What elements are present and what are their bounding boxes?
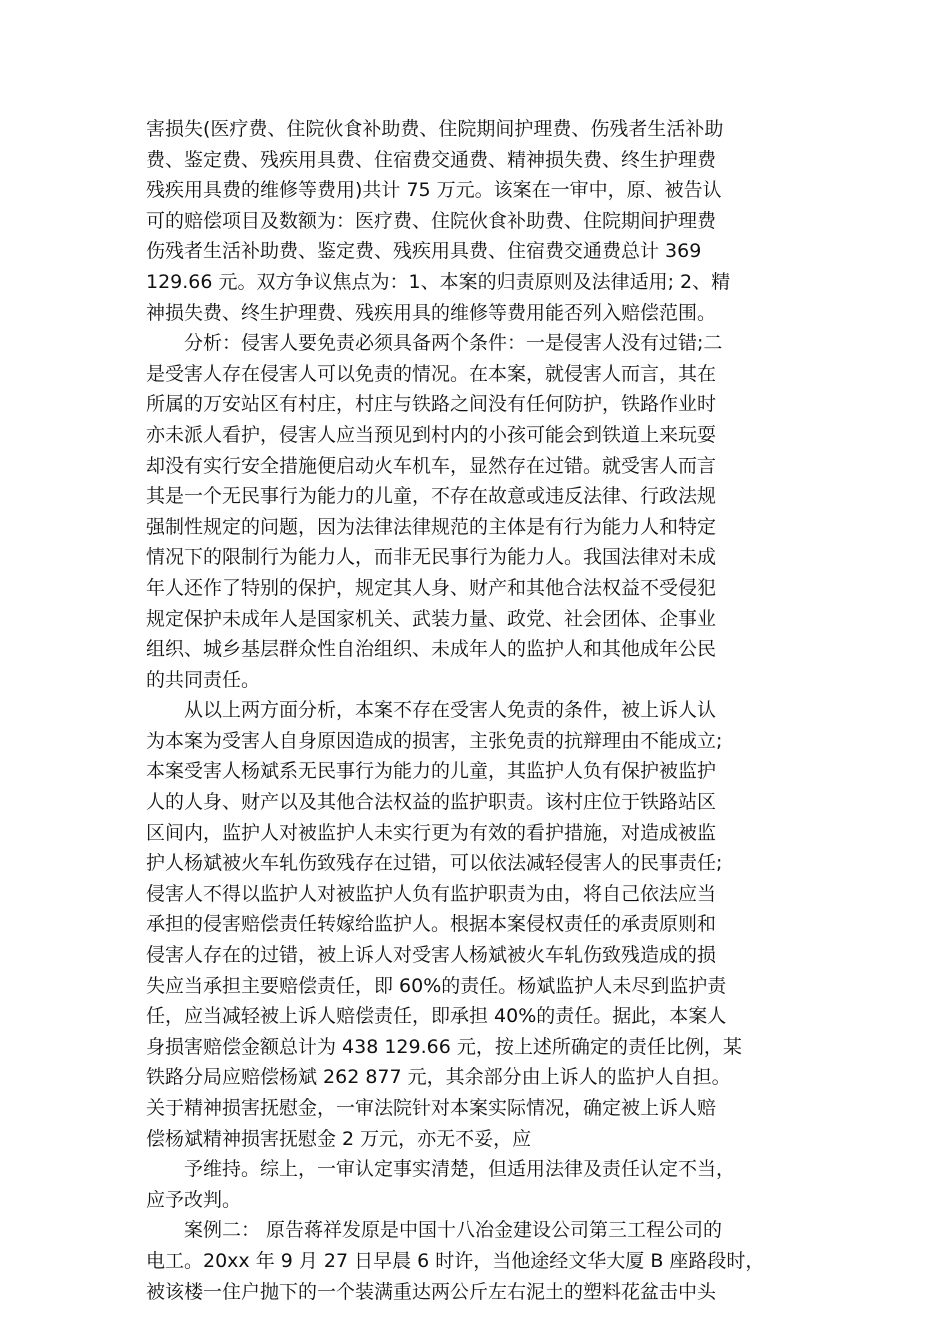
text-line: 神损失费、终生护理费、残疾用具的维修等费用能否列入赔偿范围。 — [146, 301, 717, 324]
text-line: 区间内，监护人对被监护人未实行更为有效的看护措施，对造成被监 — [146, 821, 717, 844]
text-line: 亦未派人看护，侵害人应当预见到村内的小孩可能会到铁道上来玩耍 — [146, 423, 717, 446]
text-line: 应予改判。 — [146, 1188, 242, 1211]
paragraph-start-line: 案例二： 原告蒋祥发原是中国十八冶金建设公司第三工程公司的 — [184, 1219, 723, 1242]
text-line: 残疾用具费的维修等费用)共计 75 万元。该案在一审中，原、被告认 — [146, 179, 722, 202]
document-body — [146, 114, 806, 1307]
text-line: 为本案为受害人自身原因造成的损害，主张免责的抗辩理由不能成立; — [146, 729, 723, 752]
text-line: 费、鉴定费、残疾用具费、住宿费交通费、精神损失费、终生护理费 — [146, 148, 717, 171]
text-line: 侵害人存在的过错，被上诉人对受害人杨斌被火车轧伤致残造成的损 — [146, 944, 717, 967]
paragraph-start-line: 予维持。综上，一审认定事实清楚，但适用法律及责任认定不当， — [184, 1158, 736, 1181]
text-line: 组织、城乡基层群众性自治组织、未成年人的监护人和其他成年公民 — [146, 638, 717, 661]
text-line: 情况下的限制行为能力人，而非无民事行为能力人。我国法律对未成 — [146, 546, 717, 569]
text-line: 规定保护未成年人是国家机关、武装力量、政党、社会团体、企事业 — [146, 607, 717, 630]
text-line: 可的赔偿项目及数额为：医疗费、住院伙食补助费、住院期间护理费 — [146, 209, 717, 232]
text-line: 偿杨斌精神损害抚慰金 2 万元，亦无不妥，应 — [146, 1127, 532, 1150]
text-line: 年人还作了特别的保护，规定其人身、财产和其他合法权益不受侵犯 — [146, 576, 717, 599]
text-line: 护人杨斌被火车轧伤致残存在过错，可以依法减轻侵害人的民事责任; — [146, 852, 723, 875]
paragraph-start-line: 从以上两方面分析，本案不存在受害人免责的条件，被上诉人认 — [184, 699, 717, 722]
text-line: 侵害人不得以监护人对被监护人负有监护职责为由，将自己依法应当 — [146, 882, 717, 905]
text-line: 其是一个无民事行为能力的儿童，不存在故意或违反法律、行政法规 — [146, 485, 717, 508]
text-line: 却没有实行安全措施便启动火车机车，显然存在过错。就受害人而言 — [146, 454, 717, 477]
text-line: 的共同责任。 — [146, 668, 261, 691]
text-line: 人的人身、财产以及其他合法权益的监护职责。该村庄位于铁路站区 — [146, 791, 717, 814]
text-line: 害损失(医疗费、住院伙食补助费、住院期间护理费、伤残者生活补助 — [146, 118, 724, 140]
text-line: 任，应当减轻被上诉人赔偿责任，即承担 40%的责任。据此，本案人 — [146, 1005, 727, 1028]
text-line: 伤残者生活补助费、鉴定费、残疾用具费、住宿费交通费总计 369 — [146, 240, 702, 263]
text-line: 铁路分局应赔偿杨斌 262 877 元，其余部分由上诉人的监护人自担。 — [146, 1066, 731, 1089]
text-line: 所属的万安站区有村庄，村庄与铁路之间没有任何防护，铁路作业时 — [146, 393, 717, 416]
text-line: 身损害赔偿金额总计为 438 129.66 元，按上述所确定的责任比例，某 — [146, 1035, 742, 1058]
text-line: 强制性规定的问题，因为法律法律规范的主体是有行为能力人和特定 — [146, 515, 717, 538]
text-line: 是受害人存在侵害人可以免责的情况。在本案，就侵害人而言，其在 — [146, 362, 717, 385]
text-line: 失应当承担主要赔偿责任，即 60%的责任。杨斌监护人未尽到监护责 — [146, 974, 727, 997]
text-line: 本案受害人杨斌系无民事行为能力的儿童，其监护人负有保护被监护 — [146, 760, 717, 783]
text-line: 关于精神损害抚慰金，一审法院针对本案实际情况，确定被上诉人赔 — [146, 1097, 717, 1119]
text-line: 129.66 元。双方争议焦点为：1、本案的归责原则及法律适用; 2、精 — [146, 270, 731, 293]
text-line: 电工。20xx 年 9 月 27 日早晨 6 时许，当他途经文华大厦 B 座路段时， — [146, 1249, 765, 1272]
text-line: 承担的侵害赔偿责任转嫁给监护人。根据本案侵权责任的承责原则和 — [146, 913, 717, 936]
text-line: 被该楼一住户抛下的一个装满重达两公斤左右泥土的塑料花盆击中头 — [146, 1280, 717, 1303]
paragraph-start-line: 分析：侵害人要免责必须具备两个条件：一是侵害人没有过错;二 — [184, 332, 723, 355]
